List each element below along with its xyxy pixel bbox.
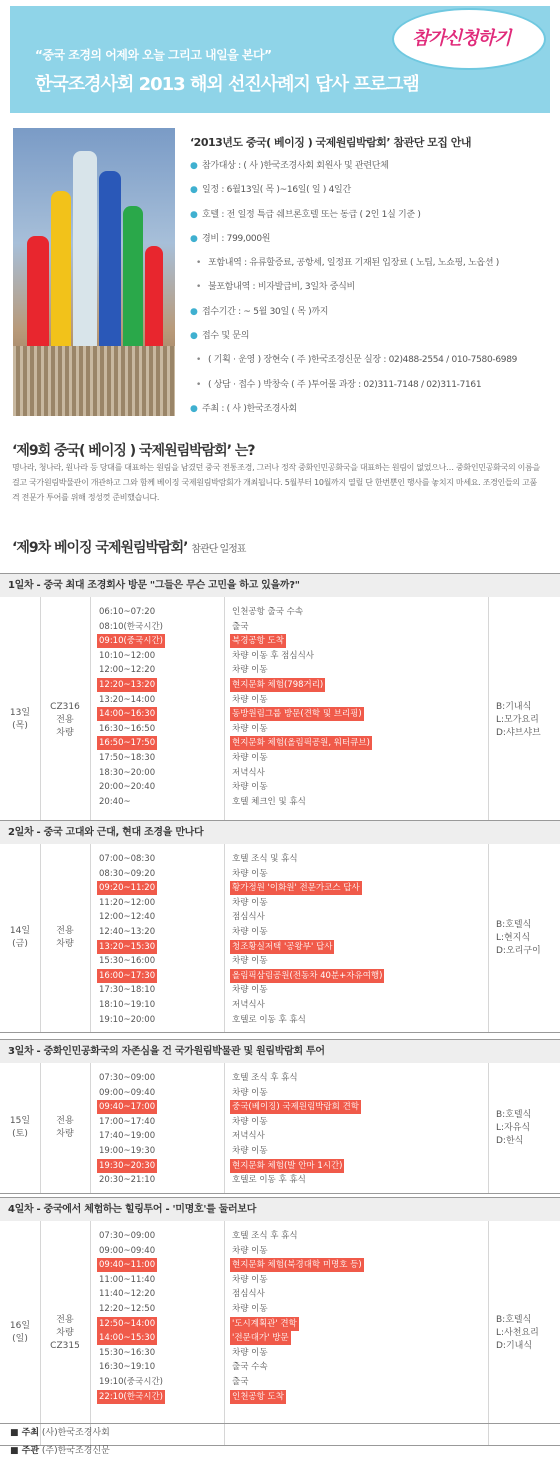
schedule-row <box>0 649 560 663</box>
schedule-activity: 차량 이동 후 점심식사 <box>232 650 315 661</box>
schedule-time: 16:50~17:50 <box>99 738 156 749</box>
schedule-time: 08:30~09:20 <box>99 868 156 879</box>
schedule-row <box>0 867 560 881</box>
recruit-item <box>190 379 550 403</box>
day-date-text: 16일 (일) <box>9 1321 31 1344</box>
schedule-time: 09:00~09:40 <box>99 1245 156 1256</box>
day-schedule <box>0 844 560 1033</box>
schedule-row <box>0 795 560 809</box>
schedule-row <box>0 969 560 983</box>
schedule-row <box>0 751 560 765</box>
schedule-time: 19:10(중국시간) <box>99 1377 163 1387</box>
schedule-time: 19:00~19:30 <box>99 1146 156 1156</box>
day-heading: 2일차 - 중국 고대와 근대, 현대 조경을 만나다 <box>0 820 560 844</box>
recruit-item-text: 일정 : 6월13일( 목 )~16일( 일 ) 4일간 <box>202 185 351 196</box>
schedule-row <box>0 1317 560 1331</box>
bullet-icon: ● <box>190 403 198 414</box>
schedule-time: 12:20~13:20 <box>99 680 156 690</box>
recruit-item-text: 호텔 : 전 일정 특급 쉐브론호텔 또는 동급 ( 2인 1실 기준 ) <box>202 209 421 220</box>
schedule-row <box>0 1129 560 1143</box>
schedule-time: 19:10~20:00 <box>99 1014 156 1025</box>
bullet-icon: ● <box>190 185 198 196</box>
recruit-item <box>190 233 550 257</box>
schedule-row <box>0 910 560 924</box>
day-vehicle-text: 전용 차량 <box>56 1116 74 1139</box>
schedule-activity: 인천공항 도착 <box>232 1391 284 1402</box>
schedule-activity: 차량 이동 <box>232 665 268 676</box>
schedule-activity: 차량 이동 <box>232 1116 268 1127</box>
recruit-item-text: 포함내역 : 유류할증료, 공항세, 일정표 기재된 입장료 ( 노팁, 노쇼핑, 노옵션 ) <box>208 258 499 269</box>
schedule-activity: 출국 <box>232 1377 249 1387</box>
schedule-row <box>0 1346 560 1360</box>
schedule-time: 20:00~20:40 <box>99 782 156 793</box>
schedule-row <box>0 766 560 780</box>
header-title: 한국조경사회 2013 해외 선진사례지 답사 프로그램 <box>35 74 419 95</box>
schedule-row <box>0 634 560 648</box>
schedule-activity: 현지문화 체험(발 안마 1시간) <box>232 1160 343 1171</box>
schedule-activity: 황가정원 '이화원' 전문가코스 답사 <box>232 883 360 894</box>
schedule-activity: 차량 이동 <box>232 753 268 763</box>
schedule-time: 14:00~16:30 <box>99 709 156 720</box>
schedule-row <box>0 780 560 794</box>
schedule-activity: 저녁식사 <box>232 1131 265 1142</box>
schedule-activity: 차량 이동 <box>232 1146 268 1156</box>
schedule-activity: 차량 이동 <box>232 1304 268 1314</box>
footer-organizer <box>0 1442 560 1460</box>
schedule-row <box>0 1302 560 1316</box>
footer-host <box>0 1424 560 1442</box>
schedule-row <box>0 1331 560 1345</box>
schedule-time: 13:20~15:30 <box>99 941 156 952</box>
recruit-item-text: 경비 : 799,000원 <box>202 233 271 244</box>
schedule-activity: 호텔로 이동 후 휴식 <box>232 1175 306 1186</box>
bullet-icon: • <box>196 282 202 293</box>
schedule-row <box>0 925 560 939</box>
schedule-activity: 차량 이동 <box>232 1245 268 1256</box>
recruit-item-text: ( 기획 · 운영 ) 장현숙 ( 주 )한국조경신문 실장 : 02)488-2554 / 010-7580-6989 <box>208 355 518 366</box>
schedule-time: 09:00~09:40 <box>99 1087 156 1098</box>
schedule-activity: 차량 이동 <box>232 1347 268 1358</box>
day-vehicle-text: CZ316 전용 차량 <box>50 701 80 738</box>
schedule-row <box>0 1287 560 1301</box>
schedule-activity: 차량 이동 <box>232 1087 268 1098</box>
day-heading: 3일차 - 중화인민공화국의 자존심을 건 국가원림박물관 및 원림박람회 투어 <box>0 1039 560 1063</box>
schedule-time: 11:40~12:20 <box>99 1289 156 1300</box>
recruit-item-text: 참가대상 : ( 사 )한국조경사회 회원사 및 관련단체 <box>202 161 389 171</box>
schedule-time: 10:10~12:00 <box>99 650 156 661</box>
bullet-icon: ● <box>190 306 198 317</box>
schedule-activity: 점심식사 <box>232 912 265 923</box>
schedule-time: 09:20~11:20 <box>99 883 156 894</box>
footer-organizer-value: (주)한국조경신문 <box>41 1446 110 1456</box>
schedule-activity: 차량 이동 <box>232 927 268 937</box>
recruit-item-text: 주최 : ( 사 )한국조경사회 <box>202 403 297 414</box>
recruit-item <box>190 160 550 184</box>
schedule-activity: 호텔 조식 후 휴식 <box>232 1231 298 1241</box>
schedule-time: 16:30~16:50 <box>99 723 156 734</box>
recruit-item <box>190 354 550 378</box>
schedule-row <box>0 881 560 895</box>
recruit-item <box>190 306 550 330</box>
schedule-time: 09:40~17:00 <box>99 1102 156 1113</box>
schedule-activity: 호텔 조식 후 휴식 <box>232 1073 298 1083</box>
schedule-time: 17:30~18:10 <box>99 985 156 996</box>
schedule-activity: 호텔 체크인 및 휴식 <box>232 796 306 807</box>
schedule-heading <box>12 537 245 557</box>
schedule-time: 12:00~12:20 <box>99 665 156 676</box>
schedule-time: 16:00~17:30 <box>99 970 156 981</box>
schedule-activity: 동방원림그룹 방문(견학 및 브리핑) <box>232 709 362 720</box>
schedule-row <box>0 852 560 866</box>
schedule-row <box>0 1086 560 1100</box>
schedule-row <box>0 1375 560 1389</box>
schedule-activity: 출국 <box>232 621 249 632</box>
day-meals-text: B:기내식 L:모가요리 D:샤브샤브 <box>496 701 541 738</box>
schedule-activity: '전문대가' 방문 <box>232 1333 289 1344</box>
schedule-activity: 차량 이동 <box>232 956 268 967</box>
schedule-row <box>0 1258 560 1272</box>
schedule-activity: 차량 이동 <box>232 868 268 879</box>
recruit-title: ‘2013년도 중국( 베이징 ) 국제원림박람회’ 참관단 모집 안내 <box>190 136 471 149</box>
schedule-activity: 차량 이동 <box>232 694 268 705</box>
schedule-activity: '도시계획관' 견학 <box>232 1318 297 1329</box>
day-vehicle-text: 전용 차량 CZ315 <box>50 1314 80 1351</box>
footer-host-label: ■ 주최 <box>10 1428 40 1438</box>
schedule-heading-title: ‘제9차 베이징 국제원림박람회’ <box>12 540 188 556</box>
schedule-time: 16:30~19:10 <box>99 1362 156 1373</box>
bullet-icon: ● <box>190 331 198 342</box>
day-schedule <box>0 1063 560 1194</box>
schedule-row <box>0 605 560 619</box>
schedule-activity: 현지문화 체험(올림픽공원, 워터큐브) <box>232 738 370 749</box>
recruit-item-text: ( 상담 · 접수 ) 박창숙 ( 주 )투어몰 과장 : 02)311-7148 / 02)311-7161 <box>208 379 482 390</box>
schedule-row <box>0 620 560 634</box>
about-body: 명나라, 청나라, 원나라 등 당대를 대표하는 원림을 남겼던 중국 전통조경, 그러나 정작 중화인민공화국을 대표하는 원림이 없었으나… 중화인민공화국의 이름을 걸고 국가원림박물관이 개관하고 그와 함께 베이징 국제원림박람회가 개최됩니다. 5월부터 10월까지 열릴 단 한번뿐인 행사를 놓치지 마세요. 조경인들의 고품격 전문가 투어를 위해 정성껏 준비했습니다. <box>12 463 540 502</box>
about-heading: ‘제9회 중국( 베이징 ) 국제원림박람회’ 는? <box>12 443 255 459</box>
day-meals-text: B:호텔식 L:현지식 D:오리구이 <box>496 919 541 956</box>
bullet-icon: • <box>196 258 202 269</box>
schedule-activity: 차량 이동 <box>232 985 268 996</box>
day-date-text: 15일 (토) <box>9 1116 31 1139</box>
schedule-activity: 올림픽삼림공원(전동차 40분+자유여행) <box>232 970 383 981</box>
recruit-item-text: 접수 및 문의 <box>202 331 250 342</box>
schedule-row <box>0 1390 560 1404</box>
recruit-item <box>190 257 550 281</box>
schedule-row <box>0 722 560 736</box>
schedule-time: 08:10(한국시간) <box>99 621 163 632</box>
schedule-time: 12:20~12:50 <box>99 1304 156 1314</box>
schedule-time: 20:40~ <box>99 796 131 807</box>
schedule-row <box>0 954 560 968</box>
recruit-item <box>190 184 550 208</box>
schedule-row <box>0 1144 560 1158</box>
bullet-icon: • <box>196 355 202 366</box>
schedule-time: 20:30~21:10 <box>99 1175 156 1186</box>
apply-button[interactable] <box>392 8 546 70</box>
schedule-activity: 차량 이동 <box>232 782 268 793</box>
schedule-time: 13:20~14:00 <box>99 694 156 705</box>
schedule-row <box>0 1115 560 1129</box>
schedule-time: 19:30~20:30 <box>99 1160 156 1171</box>
schedule-time: 11:00~11:40 <box>99 1274 156 1285</box>
day-meals-text: B:호텔식 L:사천요리 D:기내식 <box>496 1314 539 1351</box>
header-banner <box>10 6 550 113</box>
day-heading: 4일차 - 중국에서 체험하는 힐링투어 - '미명호'를 둘러보다 <box>0 1197 560 1221</box>
day-schedule <box>0 597 560 844</box>
schedule-row <box>0 736 560 750</box>
schedule-row <box>0 1173 560 1187</box>
schedule-activity: 중국(베이징) 국제원림박람회 견학 <box>232 1102 359 1113</box>
schedule-time: 07:00~08:30 <box>99 854 156 864</box>
schedule-time: 18:30~20:00 <box>99 767 156 778</box>
schedule-row <box>0 1273 560 1287</box>
schedule-row <box>0 896 560 910</box>
schedule-time: 11:20~12:00 <box>99 897 156 908</box>
schedule-row <box>0 663 560 677</box>
schedule-row <box>0 983 560 997</box>
bullet-icon: ● <box>190 161 198 171</box>
schedule-heading-suffix: 참관단 일정표 <box>191 544 246 555</box>
footer <box>0 1423 560 1460</box>
schedule-time: 17:00~17:40 <box>99 1116 156 1127</box>
schedule-row <box>0 1229 560 1243</box>
schedule-time: 12:40~13:20 <box>99 927 156 937</box>
schedule-row <box>0 940 560 954</box>
footer-organizer-label: ■ 주관 <box>10 1446 40 1456</box>
schedule-time: 17:40~19:00 <box>99 1131 156 1142</box>
schedule-row <box>0 678 560 692</box>
schedule-row <box>0 707 560 721</box>
schedule-time: 07:30~09:00 <box>99 1231 156 1241</box>
recruit-item-text: 불포함내역 : 비자발급비, 3일차 중식비 <box>208 282 355 293</box>
schedule-row <box>0 1013 560 1027</box>
schedule-time: 06:10~07:20 <box>99 607 156 617</box>
bullet-icon: • <box>196 379 202 390</box>
schedule-activity: 인천공항 출국 수속 <box>232 607 304 617</box>
schedule-row <box>0 1244 560 1258</box>
schedule-row <box>0 1071 560 1085</box>
schedule-time: 15:30~16:30 <box>99 1347 156 1358</box>
recruit-item-text: 접수기간 : ~ 5월 30일 ( 목 )까지 <box>202 306 329 317</box>
schedule-row <box>0 1159 560 1173</box>
schedule-time: 17:50~18:30 <box>99 753 156 763</box>
day-heading: 1일차 - 중국 최대 조경회사 방문 "그들은 무슨 고민을 하고 있을까?" <box>0 573 560 597</box>
schedule-activity: 점심식사 <box>232 1289 265 1300</box>
schedule-activity: 북경공항 도착 <box>232 636 284 647</box>
bullet-icon: ● <box>190 209 198 220</box>
schedule-activity: 청조황실저택 '공왕부' 답사 <box>232 941 333 952</box>
schedule-activity: 저녁식사 <box>232 1000 265 1010</box>
schedule-time: 15:30~16:00 <box>99 956 156 967</box>
schedule-row <box>0 693 560 707</box>
recruit-item <box>190 281 550 305</box>
schedule-row <box>0 1100 560 1114</box>
schedule-time: 12:00~12:40 <box>99 912 156 923</box>
day-date-text: 14일 (금) <box>9 926 31 949</box>
schedule-activity: 호텔 조식 및 휴식 <box>232 854 298 864</box>
schedule-row <box>0 1360 560 1374</box>
header-subtitle: “중국 조경의 어제와 오늘 그리고 내일을 본다” <box>35 48 272 62</box>
footer-host-value: (사)한국조경사회 <box>41 1428 110 1438</box>
schedule-time: 12:50~14:00 <box>99 1318 156 1329</box>
recruit-details <box>190 160 550 427</box>
day-schedule <box>0 1221 560 1446</box>
recruit-item <box>190 330 550 354</box>
schedule-activity: 현지문화 체험(북경대학 미명호 등) <box>232 1260 362 1271</box>
schedule-activity: 호텔로 이동 후 휴식 <box>232 1014 306 1025</box>
schedule-activity: 차량 이동 <box>232 1274 268 1285</box>
day-meals-text: B:호텔식 L:자유식 D:한식 <box>496 1109 532 1146</box>
schedule-time: 09:40~11:00 <box>99 1260 156 1271</box>
schedule-activity: 저녁식사 <box>232 767 265 778</box>
expo-photo <box>13 128 175 416</box>
schedule-time: 18:10~19:10 <box>99 1000 156 1010</box>
schedule-activity: 현지문화 체험(798거리) <box>232 680 324 690</box>
schedule-activity: 차량 이동 <box>232 897 268 908</box>
schedule-row <box>0 998 560 1012</box>
apply-button-label: 참가신청하기 <box>412 28 511 49</box>
schedule-time: 22:10(한국시간) <box>99 1391 163 1402</box>
bullet-icon: ● <box>190 233 198 244</box>
schedule-time: 07:30~09:00 <box>99 1073 156 1083</box>
schedule-time: 09:10(중국시간) <box>99 636 163 647</box>
recruit-item <box>190 209 550 233</box>
day-date-text: 13일 (목) <box>9 708 31 731</box>
day-vehicle-text: 전용 차량 <box>56 926 74 949</box>
schedule-activity: 출국 수속 <box>232 1362 268 1373</box>
schedule-activity: 차량 이동 <box>232 723 268 734</box>
schedule-time: 14:00~15:30 <box>99 1333 156 1344</box>
recruit-item <box>190 403 550 427</box>
